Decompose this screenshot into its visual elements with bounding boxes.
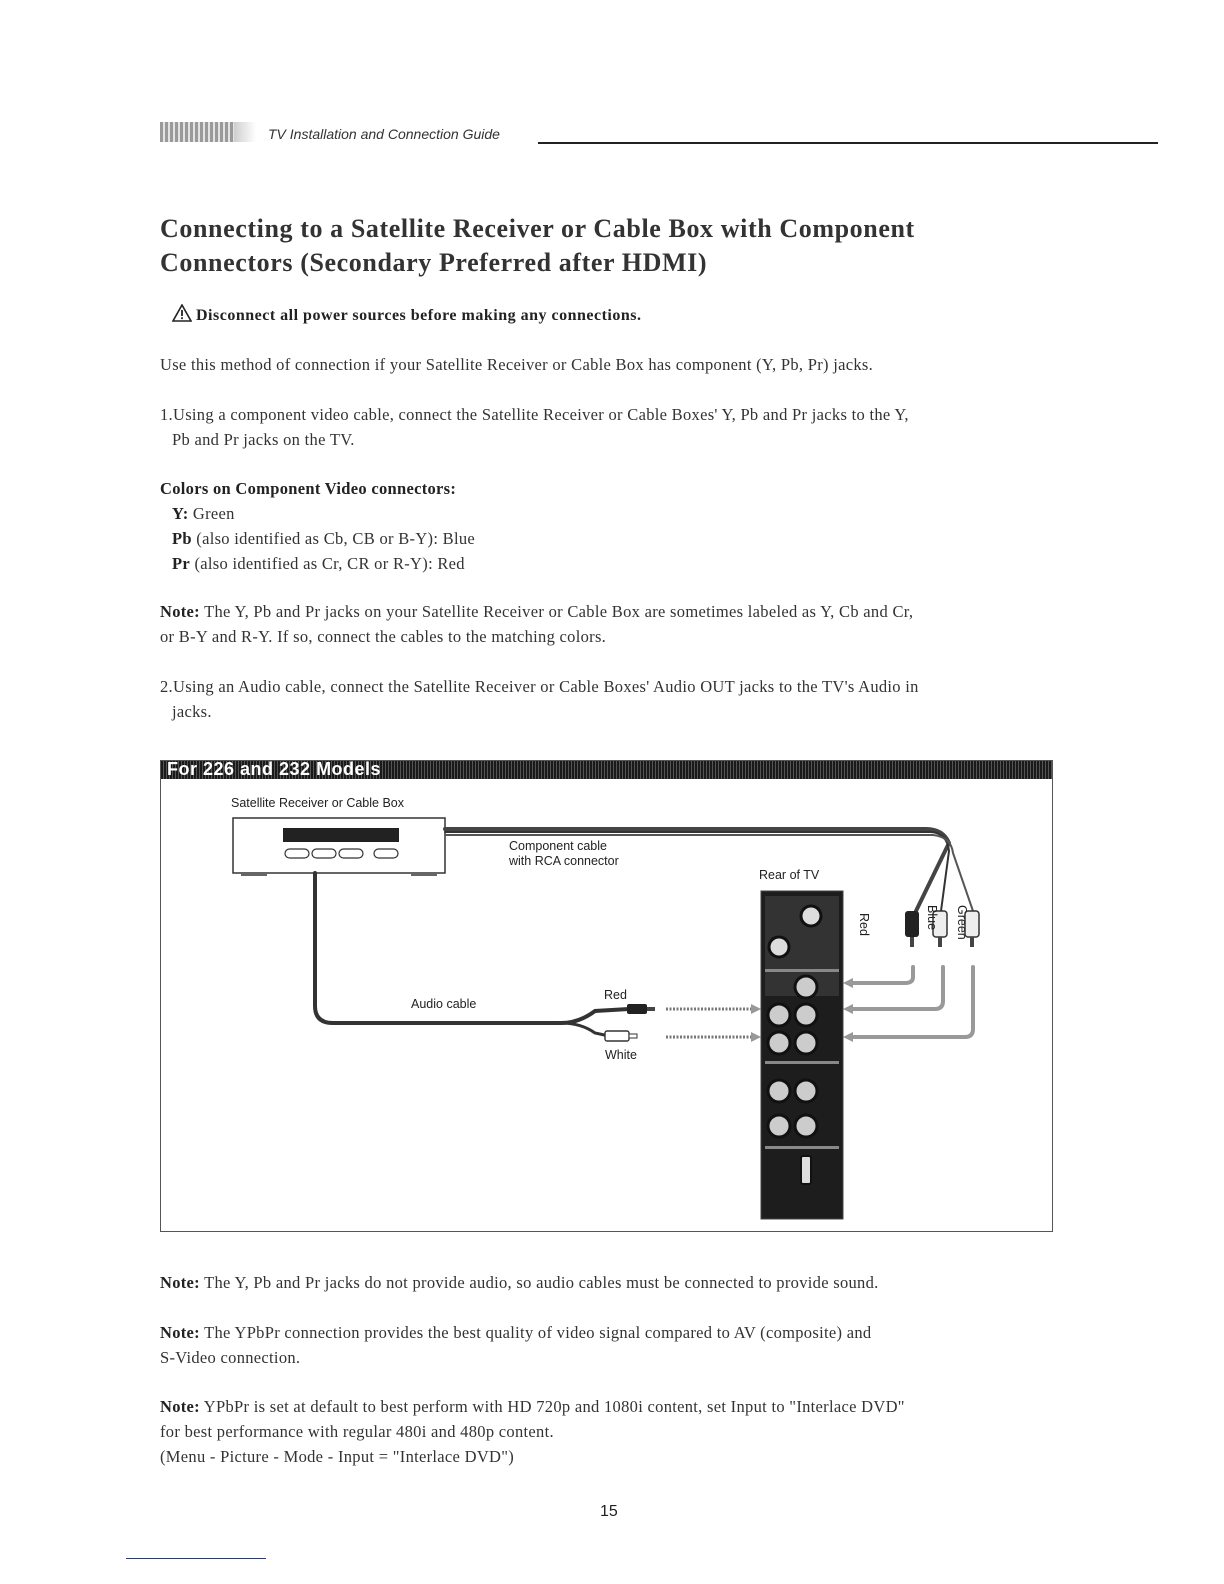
audio-cable [315, 873, 629, 1036]
receiver-label: Satellite Receiver or Cable Box [231, 796, 404, 810]
warning-notice [172, 304, 642, 325]
component-cable-label: Component cable [509, 839, 607, 853]
colors-heading: Colors on Component Video connectors: [160, 479, 457, 498]
colors-section [160, 476, 475, 576]
title-line-2: Connectors (Secondary Preferred after HDMI) [160, 248, 708, 277]
step-1 [160, 402, 909, 452]
page-title [160, 212, 1060, 280]
note-3-line-2: S-Video connection. [160, 1348, 301, 1367]
audio-leads [666, 1009, 751, 1037]
rear-of-tv-label: Rear of TV [759, 868, 820, 882]
note-4: Note: YPbPr is set at default to best perform with HD 720p and 1080i content, set Input to "Interlace DVD" for best performance with regular 480i and 480p content. (Menu - Picture - Mode - Input = "Interlace DVD") [160, 1394, 905, 1469]
receiver-box [233, 818, 445, 876]
page-number: 15 [600, 1503, 618, 1520]
rca-connector-label: with RCA connector [509, 854, 619, 868]
diagram-banner-label: For 226 and 232 Models [167, 759, 382, 779]
tv-rear-panel [761, 891, 843, 1219]
header-logo [160, 122, 234, 142]
header-title: TV Installation and Connection Guide [268, 126, 500, 142]
color-pb: Pb (also identified as Cb, CB or B-Y): Blue [172, 529, 475, 548]
page-header [160, 122, 1160, 146]
cable-red-label: Red [857, 913, 871, 936]
audio-red-label: Red [604, 988, 627, 1002]
component-leads [851, 967, 973, 1037]
color-pr: Pr (also identified as Cr, CR or R-Y): Red [172, 554, 465, 573]
component-arrows [843, 978, 853, 1042]
note-4-line-3: (Menu - Picture - Mode - Input = "Interlace DVD") [160, 1447, 515, 1466]
note-4-line-2: for best performance with regular 480i and 480p content. [160, 1422, 554, 1441]
audio-cable-label: Audio cable [411, 997, 477, 1011]
header-logo-fade [234, 122, 256, 142]
note-2: Note: The Y, Pb and Pr jacks do not provide audio, so audio cables must be connected to provide sound. [160, 1273, 879, 1292]
step-2-line-1: 2.Using an Audio cable, connect the Satellite Receiver or Cable Boxes' Audio OUT jacks to the TV's Audio in [160, 677, 919, 696]
title-line-1: Connecting to a Satellite Receiver or Cable Box with Component [160, 214, 915, 243]
intro-paragraph: Use this method of connection if your Satellite Receiver or Cable Box has component (Y, Pb, Pr) jacks. [160, 355, 874, 374]
step-1-line-2: Pb and Pr jacks on the TV. [172, 430, 355, 449]
note-1-line-2: or B-Y and R-Y. If so, connect the cables to the matching colors. [160, 627, 607, 646]
header-rule [538, 142, 1158, 144]
step-2-line-2: jacks. [172, 702, 212, 721]
step-2 [160, 674, 919, 724]
cable-blue-label: Blue [925, 905, 939, 931]
note-3-label: Note: [160, 1323, 200, 1342]
warning-text: Disconnect all power sources before making any connections. [196, 307, 642, 324]
note-2-label: Note: [160, 1273, 200, 1292]
note-1-label: Note: [160, 602, 200, 621]
footer-rule [126, 1558, 266, 1559]
color-y: Y: Green [172, 504, 235, 523]
audio-white-label: White [605, 1048, 637, 1062]
note-4-label: Note: [160, 1397, 200, 1416]
note-3: Note: The YPbPr connection provides the best quality of video signal compared to AV (composite) and S-Video connection. [160, 1320, 871, 1370]
step-1-line-1: 1.Using a component video cable, connect the Satellite Receiver or Cable Boxes' Y, Pb and Pr jacks to the Y, [160, 405, 909, 424]
cable-green-label: Green [955, 905, 969, 940]
warning-icon [172, 304, 192, 322]
audio-arrows [751, 1004, 761, 1042]
note-1: Note: The Y, Pb and Pr jacks on your Satellite Receiver or Cable Box are sometimes labeled as Y, Cb and Cr, or B-Y and R-Y. If so, connect the cables to the matching colors. [160, 599, 913, 649]
connection-diagram [160, 760, 1053, 1232]
